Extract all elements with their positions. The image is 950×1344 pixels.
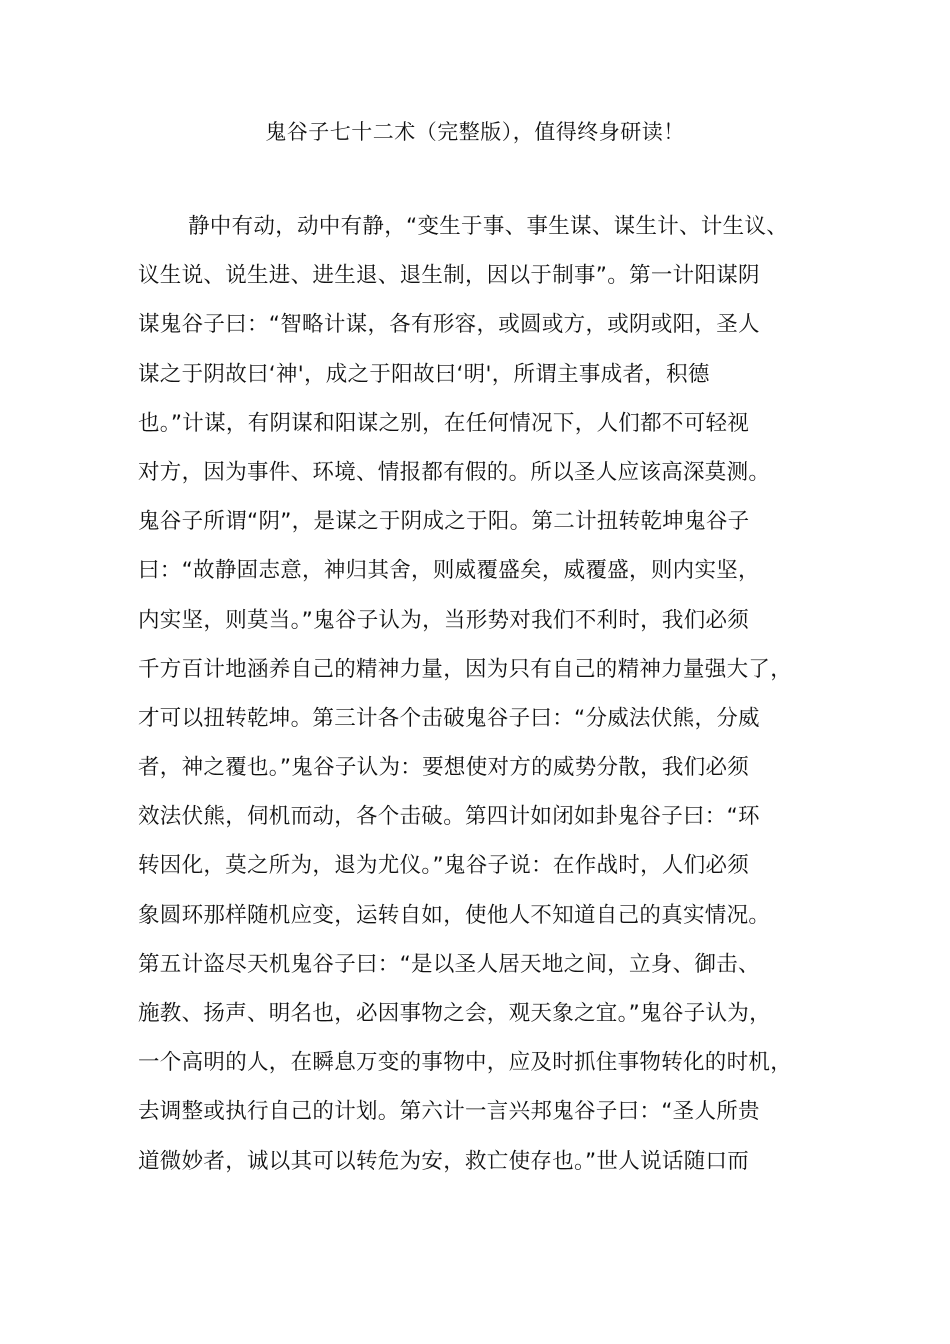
text-line: 内实坚，则莫当。”鬼谷子认为，当形势对我们不利时，我们必须: [138, 607, 750, 633]
text-line: 才可以扭转乾坤。第三计各个击破鬼谷子曰：“分威法伏熊，分威: [138, 705, 760, 731]
text-line: 效法伏熊，伺机而动，各个击破。第四计如闭如卦鬼谷子曰：“环: [138, 804, 760, 830]
text-line: 静中有动，动中有静，“变生于事、事生谋、谋生计、计生议、: [188, 214, 789, 239]
text-line: 也。”计谋，有阴谋和阳谋之别，在任何情况下，人们都不可轻视: [138, 410, 750, 436]
text-line: 一个高明的人，在瞬息万变的事物中，应及时抓住事物转化的时机，: [138, 1050, 793, 1076]
text-line: 曰：“故静固志意，神归其舍，则威覆盛矣，威覆盛，则内实坚，: [138, 558, 760, 584]
text-line: 议生说、说生进、进生退、退生制，因以于制事”。第一计阳谋阴: [138, 263, 760, 289]
document-body: [138, 202, 838, 1186]
text-line: 谋鬼谷子曰：“智略计谋，各有形容，或圆或方，或阴或阳，圣人: [138, 312, 760, 338]
text-line: 千方百计地涵养自己的精神力量，因为只有自己的精神力量强大了，: [138, 656, 793, 682]
text-line: 鬼谷子所谓“阴”，是谋之于阴成之于阳。第二计扭转乾坤鬼谷子: [138, 509, 750, 535]
text-line: 谋之于阴故曰‘神'，成之于阳故曰‘明'，所谓主事成者，积德: [138, 361, 710, 387]
text-line: 去调整或执行自己的计划。第六计一言兴邦鬼谷子曰：“圣人所贵: [138, 1099, 760, 1125]
text-line: 象圆环那样随机应变，运转自如，使他人不知道自己的真实情况。: [138, 902, 771, 928]
text-line: 者，神之覆也。”鬼谷子认为：要想使对方的威势分散，我们必须: [138, 755, 750, 781]
text-line: 施教、扬声、明名也，必因事物之会，观天象之宜。”鬼谷子认为，: [138, 1001, 771, 1026]
text-line: 转因化，莫之所为，退为尤仪。”鬼谷子说：在作战时，人们必须: [138, 853, 750, 879]
text-line: 第五计盗尽天机鬼谷子曰：“是以圣人居天地之间，立身、御击、: [138, 951, 760, 977]
document-title: 鬼谷子七十二术（完整版），值得终身研读！: [265, 120, 685, 144]
text-line: 对方，因为事件、环境、情报都有假的。所以圣人应该高深莫测。: [138, 459, 771, 485]
text-line: 道微妙者，诚以其可以转危为安，救亡使存也。”世人说话随口而: [138, 1148, 750, 1174]
